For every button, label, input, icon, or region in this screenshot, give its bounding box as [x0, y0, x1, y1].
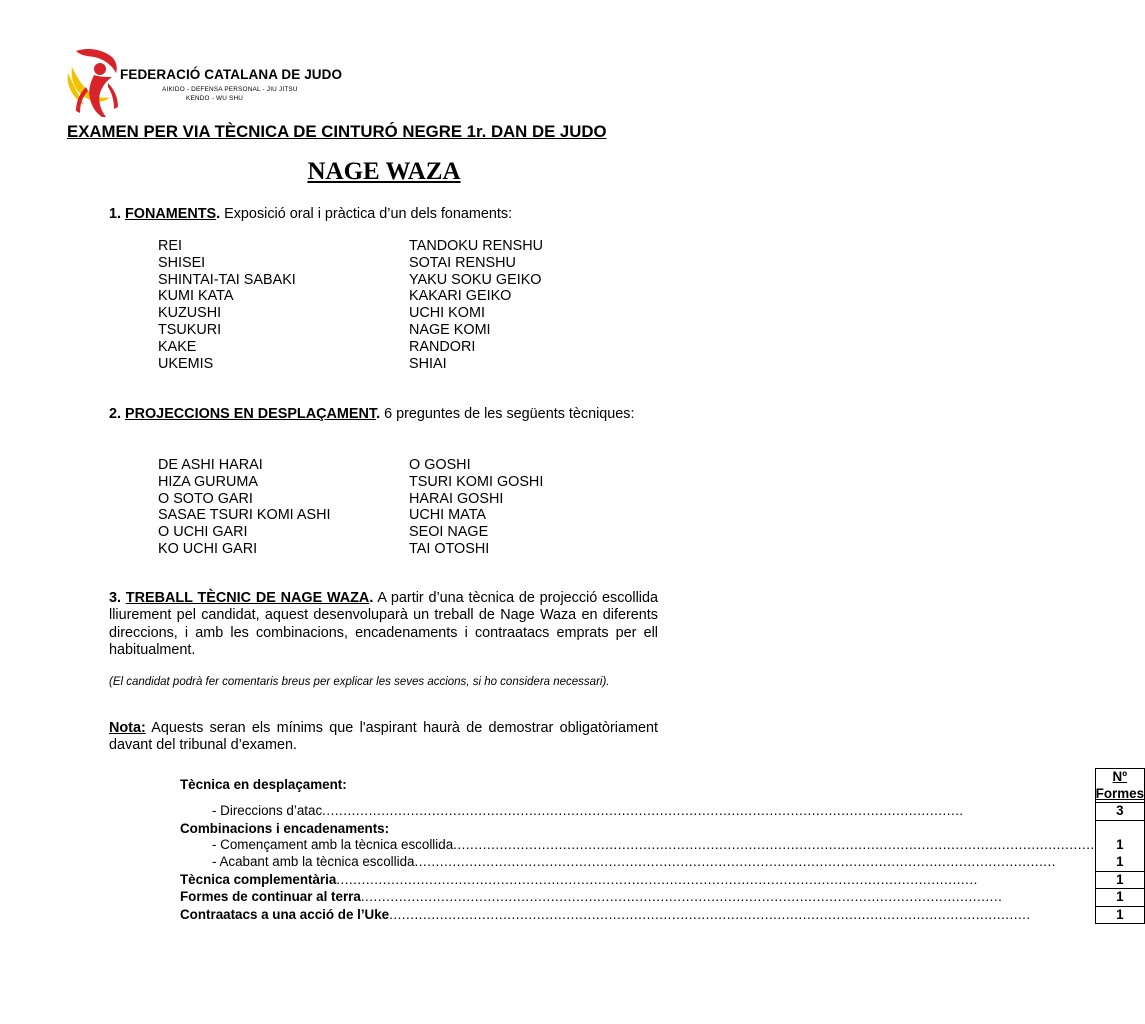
nota-paragraph	[109, 720, 658, 755]
section1-text: Exposició oral i pràctica d’un dels fonaments:	[220, 206, 513, 222]
federation-subline-2: KENDO - WU SHU	[186, 95, 244, 102]
list-item: SHIAI	[409, 355, 447, 372]
table-cell-label: Contraatacs a una acció de l’Uke	[180, 906, 390, 922]
section2-list-col2	[409, 457, 543, 558]
table-row	[180, 871, 1145, 889]
section1-list-col2	[409, 238, 543, 372]
main-title: NAGE WAZA	[307, 158, 461, 185]
federation-name: FEDERACIÓ CATALANA DE JUDO	[120, 67, 343, 82]
section3-heading: TREBALL TÈCNIC DE NAGE WAZA	[125, 590, 370, 606]
list-item: TANDOKU RENSHU	[409, 238, 544, 254]
list-item: DE ASHI HARAI	[158, 457, 263, 473]
table-cell-value: 3	[1095, 803, 1144, 821]
list-item: KO UCHI GARI	[158, 540, 258, 557]
list-item: RANDORI	[409, 338, 476, 355]
list-item: TSUKURI	[158, 321, 222, 338]
federation-subline-1: AIKIDO - DEFENSA PERSONAL - JIU JITSU	[162, 86, 298, 93]
table-cell-label: Tècnica complementària	[180, 871, 337, 887]
list-item: SEOI NAGE	[409, 524, 489, 541]
table-row	[180, 889, 1145, 907]
list-item: SHISEI	[158, 254, 206, 271]
table-cell-value: 1	[1095, 854, 1144, 871]
table-row	[180, 854, 1145, 871]
italic-note: (El candidat podrà fer comentaris breus per explicar les seves accions, si ho considera necessari).	[109, 676, 610, 688]
section3-heading-suffix: .	[369, 590, 374, 606]
section2-number: 2.	[109, 406, 125, 422]
section1-heading-suffix: .	[216, 206, 221, 222]
section1-intro	[109, 206, 658, 223]
judo-federation-logo-icon	[66, 47, 120, 119]
section1-heading: FONAMENTS	[125, 206, 217, 222]
table-cell-value	[1095, 820, 1144, 837]
list-item: SASAE TSURI KOMI ASHI	[158, 507, 331, 524]
list-item: UCHI MATA	[409, 507, 487, 524]
table-cell-label: - Començament amb la tècnica escollida	[212, 837, 454, 853]
table-cell-label: - Direccions d’atac	[212, 803, 323, 819]
section3-paragraph	[109, 590, 658, 660]
table-row	[180, 820, 1145, 837]
requirements-table	[180, 768, 1145, 924]
table-row	[180, 803, 1145, 821]
table-cell-label: - Acabant amb la tècnica escollida	[212, 854, 415, 870]
list-item: SHINTAI-TAI SABAKI	[158, 271, 296, 288]
table-cell-label: Formes de continuar al terra	[180, 889, 361, 905]
table-cell-value: 1	[1095, 889, 1144, 907]
table-cell-label: Tècnica en desplaçament:	[180, 777, 347, 793]
column-header-num-formes: Nº Formes	[1095, 769, 1144, 803]
table-cell-value: 1	[1095, 837, 1144, 854]
list-item: REI	[158, 238, 182, 254]
list-item: TSURI KOMI GOSHI	[409, 473, 544, 490]
section2-heading-suffix: .	[376, 406, 381, 422]
list-item: O SOTO GARI	[158, 490, 253, 507]
list-item: KUZUSHI	[158, 305, 222, 322]
list-item: TAI OTOSHI	[409, 540, 490, 557]
exam-title: EXAMEN PER VIA TÈCNICA DE CINTURÓ NEGRE 1r. DAN DE JUDO	[67, 122, 607, 141]
list-item: KAKARI GEIKO	[409, 288, 512, 305]
section3-number: 3.	[109, 590, 126, 606]
table-cell-value: 1	[1095, 871, 1144, 889]
table-cell-value: 1	[1095, 906, 1144, 924]
section2-heading: PROJECCIONS EN DESPLAÇAMENT	[125, 406, 377, 422]
list-item: YAKU SOKU GEIKO	[409, 271, 542, 288]
nota-text: Aquests seran els mínims que l'aspirant haurà de demostrar obligatòriament davant del tribunal d’examen.	[109, 720, 658, 754]
list-item: O GOSHI	[409, 457, 471, 473]
section2-list-col1	[158, 457, 330, 558]
table-row	[180, 837, 1145, 854]
section3-text: A partir d’una tècnica de projecció escollida lliurement pel candidat, aquest desenvoluparà un treball de Nage Waza en diferents direccions, i amb les combinacions, encadenaments i contraatacs emprats per ell habitualment.	[109, 590, 659, 659]
table-row	[180, 769, 1145, 803]
list-item: SOTAI RENSHU	[409, 254, 516, 271]
table-cell-label: Combinacions i encadenaments:	[180, 820, 390, 836]
list-item: HIZA GURUMA	[158, 473, 258, 490]
nota-label: Nota:	[109, 720, 146, 736]
list-item: HARAI GOSHI	[409, 490, 504, 507]
list-item: O UCHI GARI	[158, 524, 248, 541]
list-item: UKEMIS	[158, 355, 214, 372]
section2-text: 6 preguntes de les següents tècniques:	[380, 406, 635, 422]
list-item: UCHI KOMI	[409, 305, 485, 322]
section1-number: 1.	[109, 206, 125, 222]
list-item: NAGE KOMI	[409, 321, 491, 338]
section2-intro	[109, 406, 658, 423]
list-item: KUMI KATA	[158, 288, 234, 305]
table-row	[180, 906, 1145, 924]
list-item: KAKE	[158, 338, 197, 355]
section1-list-col1	[158, 238, 296, 372]
